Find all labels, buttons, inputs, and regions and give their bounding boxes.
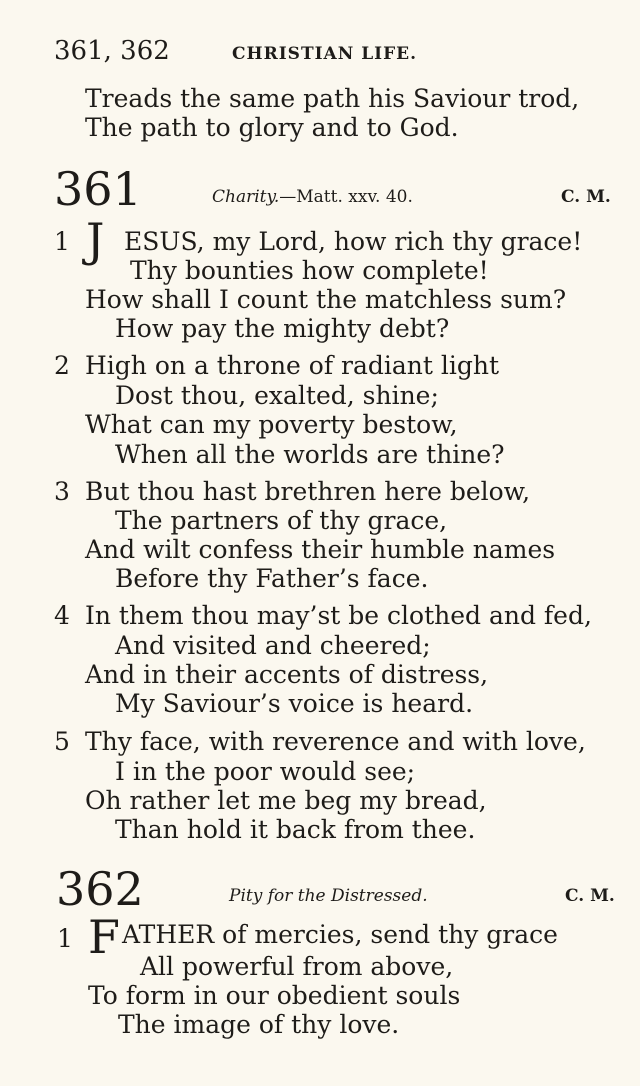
verse-number: 1 (57, 924, 73, 953)
verse-line: But thou hast brethren here below, (85, 477, 531, 506)
verse-line: How pay the mighty debt? (115, 314, 450, 343)
verse-number: 1 (54, 227, 70, 256)
verse-line: In them thou may’st be clothed and fed, (85, 601, 592, 630)
verse-line: When all the worlds are thine? (115, 440, 505, 469)
verse-number: 2 (54, 351, 70, 380)
verse-line: Oh rather let me beg my bread, (85, 786, 487, 815)
verse-line: High on a throne of radiant light (85, 351, 500, 380)
hymn-361-title: Charity. (212, 187, 280, 207)
verse-line: I in the poor would see; (115, 757, 416, 786)
verse-line: Than hold it back from thee. (115, 815, 476, 844)
hymn-number-361: 361 (54, 162, 142, 216)
verse-line: And in their accents of distress, (85, 660, 489, 689)
verse-line: The image of thy love. (118, 1010, 400, 1039)
verse-line: To form in our obedient souls (88, 981, 461, 1010)
verse-line: How shall I count the matchless sum? (85, 285, 567, 314)
carryover-line-2: The path to glory and to God. (85, 113, 459, 142)
verse-line: My Saviour’s voice is heard. (115, 689, 474, 718)
verse-number: 5 (54, 727, 70, 756)
hymn-361-reference: —Matt. xxv. 40. (279, 187, 413, 207)
verse-line: ESUS, my Lord, how rich thy grace! (124, 227, 583, 256)
hymn-361-meter: C. M. (561, 187, 611, 207)
hymn-362-title: Pity for the Distressed. (229, 886, 428, 906)
verse-number: 3 (54, 477, 70, 506)
verse-line: Dost thou, exalted, shine; (115, 381, 439, 410)
page-numbers: 361, 362 (54, 36, 170, 66)
verse-line: What can my poverty bestow, (85, 410, 458, 439)
running-title: CHRISTIAN LIFE. (232, 44, 418, 64)
verse-line: Thy face, with reverence and with love, (85, 727, 586, 756)
verse-line: ATHER of mercies, send thy grace (122, 920, 558, 949)
verse-line: Thy bounties how complete! (130, 256, 489, 285)
verse-line: And visited and cheered; (115, 631, 431, 660)
hymn-362-meter: C. M. (565, 886, 615, 906)
hymn-361-subtitle (212, 187, 413, 207)
verse-number: 4 (54, 601, 70, 630)
verse-line: Before thy Father’s face. (115, 564, 429, 593)
verse-line: The partners of thy grace, (115, 506, 448, 535)
drop-cap: F (88, 910, 120, 964)
verse-line: All powerful from above, (140, 952, 454, 981)
verse-line: And wilt confess their humble names (85, 535, 556, 564)
hymn-number-362: 362 (56, 862, 144, 916)
drop-cap: J (86, 213, 105, 267)
carryover-line-1: Treads the same path his Saviour trod, (85, 84, 580, 113)
